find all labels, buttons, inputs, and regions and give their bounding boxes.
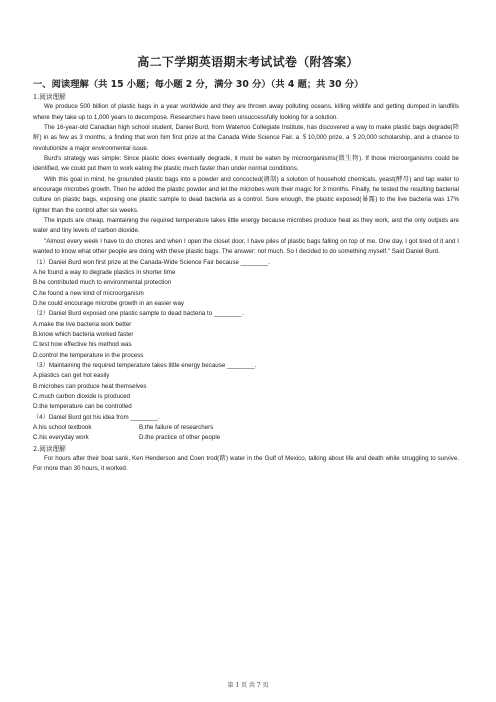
option: B.know which bacteria worked faster <box>33 330 134 338</box>
question-1: （1）Daniel Burd won first prize at the Canada-Wide Science Fair because ________. <box>33 258 270 266</box>
option: C.much carbon dioxide is produced <box>33 392 130 400</box>
option: D.control the temperature in the process <box>33 351 144 359</box>
option: A.make the live bacteria work better <box>33 320 132 328</box>
option-row <box>33 423 459 433</box>
option: D.the practice of other people <box>139 434 221 442</box>
option: C.test how effective his method was <box>33 341 132 349</box>
question-2: （2）Daniel Burd exposed one plastic sample to dead bacteria to ________. <box>33 310 244 318</box>
page-footer: 第 1 页 共 7 页 <box>227 682 269 689</box>
passage-label: 1.阅读理解 <box>33 93 66 101</box>
passage-label: 2.阅读理解 <box>33 444 66 453</box>
option: D.the temperature can be controlled <box>33 403 132 411</box>
option: A.he found a way to degrade plastics in shorter time <box>33 268 176 276</box>
paragraph: "Almost every week I have to do chores and when I open the closet door, I have piles of plastic bags falling on top of me. One day, I got tired of it and I wanted to know what other people are doing with these plastic bags. The answer: not much. So I decided to do something myself." Said Daniel Burd. <box>33 237 459 256</box>
option: B.the failure of researchers <box>139 424 214 431</box>
option: B.microbes can produce heat themselves <box>33 382 147 390</box>
document-body <box>33 92 459 475</box>
option: C.his everyday work <box>33 434 89 442</box>
paragraph: The 16-year-old Canadian high school student, Daniel Burd, from Waterloo Collegiate Institute, has discovered a way to make plastic bags degrade(降解) in as few as 3 months, a finding that won him first prize at the Canada Wide Science Fair, a ＄10,000 prize, a ＄20,000 scholarship, and a chance to revolutionize a major environmental issue. <box>33 124 459 152</box>
option: D.he could encourage microbe growth in an easier way <box>33 299 184 307</box>
paragraph: We produce 500 billion of plastic bags in a year worldwide and they are thrown away polluting oceans, killing wildlife and getting dumped in landfills where they take up to 1,000 years to decompose. Researchers have been unsuccessfully looking for a solution. <box>33 103 459 121</box>
paragraph: For hours after their boat sank, Ken Henderson and Coen trod(踏) water in the Gulf of Mexico, talking about life and death while struggling to survive. For more than 30 hours, it worked. <box>33 455 459 473</box>
option: B.he contributed much to environmental protection <box>33 279 172 287</box>
section-heading: 一、阅读理解（共 15 小题；每小题 2 分，满分 30 分）（共 4 题；共 30 分） <box>33 79 364 90</box>
paragraph: The inputs are cheap, maintaining the required temperature takes little energy because microbes produce heat as they work, and the only outputs are water and tiny levels of carbon dioxide. <box>33 217 459 235</box>
option-row <box>33 433 459 443</box>
option: A.plastics can get hot easily <box>33 372 110 380</box>
paragraph: Burd's strategy was simple: Since plastic does eventually degrade, it must be eaten by microorganisms(微生物). If those microorganisms could be identified, we could put them to work eating the plastic much faster than under normal conditions. <box>33 155 459 173</box>
document-title: 高二下学期英语期末考试试卷（附答案） <box>137 55 359 69</box>
question-4: （4）Daniel Burd got his idea from ________. <box>33 413 160 421</box>
option: C.he found a new kind of microorganism <box>33 289 144 297</box>
option: A.his school textbook <box>33 424 92 431</box>
question-3: （3）Maintaining the required temperature takes little energy because ________. <box>33 361 257 369</box>
paragraph: With this goal in mind, he grounded plastic bags into a powder and concocted(调制) a solution of household chemicals, yeast(酵母) and tap water to encourage microbes growth. Then he added the plastic powder and let the microbes work their magic for 3 months. Finally, he tested the resulting bacterial culture on plastic bags, exposing one plastic sample to dead bacteria as a control. Sure enough, the plastic exposed(暴露) to the live bacteria was 17% lighter than the control after six weeks. <box>33 175 459 214</box>
